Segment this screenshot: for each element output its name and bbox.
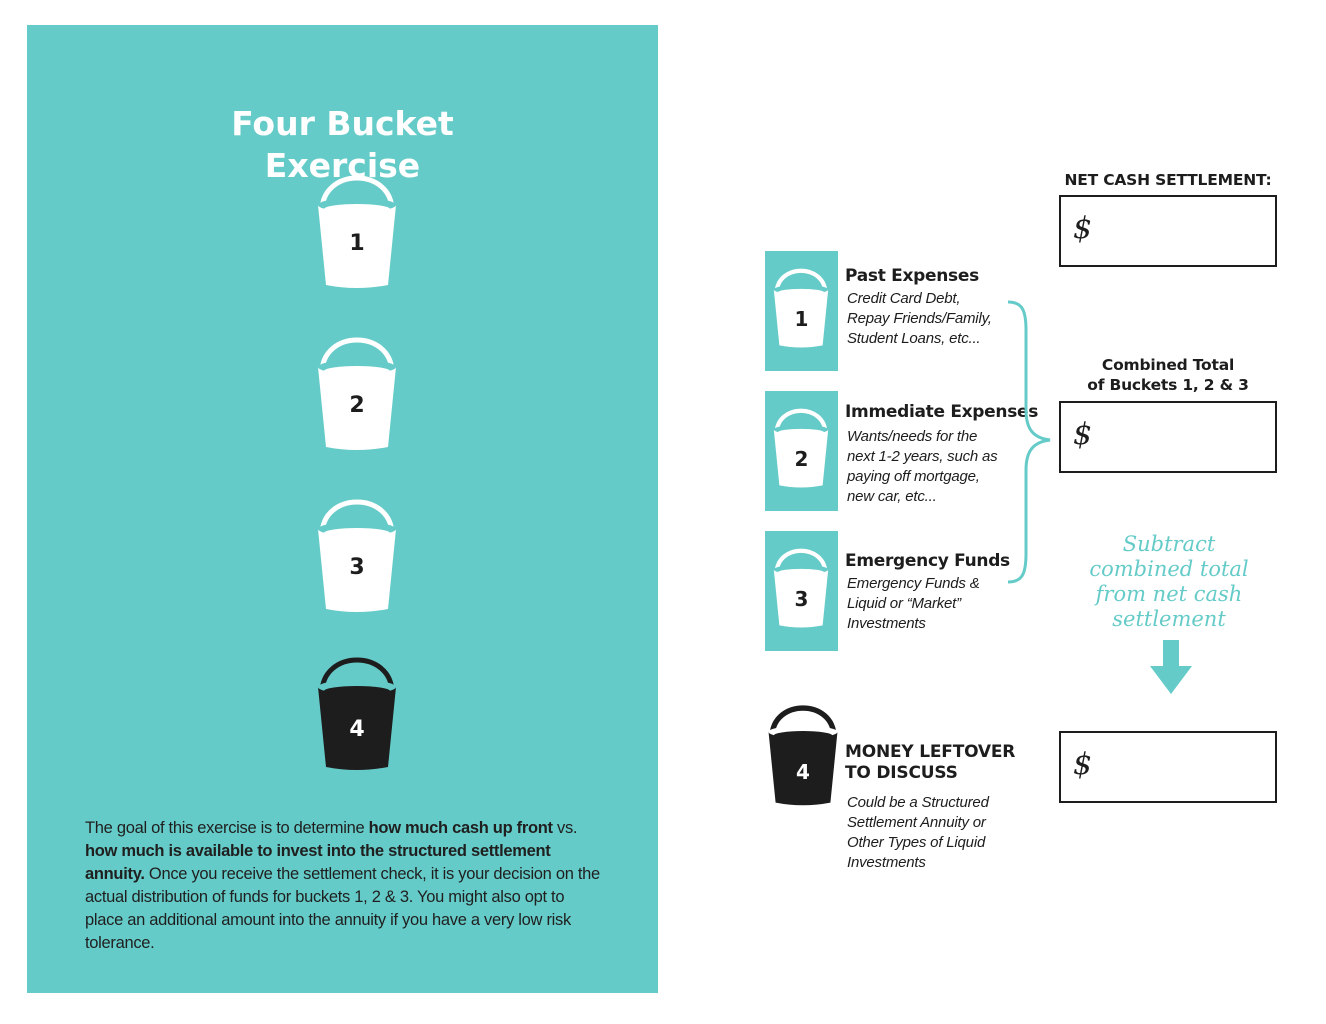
expense-3-desc-line: Liquid or “Market” — [847, 595, 961, 612]
bucket-3-icon — [314, 495, 400, 613]
grouping-brace — [1004, 300, 1054, 584]
leftover-title-line2: TO DISCUSS — [845, 763, 958, 783]
exercise-description — [85, 817, 605, 955]
bucket-4-icon — [314, 653, 400, 771]
bucket-2-icon — [314, 333, 400, 451]
leftover-field[interactable] — [1059, 731, 1277, 803]
subtract-line: combined total — [1089, 557, 1249, 581]
arrow-down-icon — [1150, 640, 1192, 694]
expense-1-desc-line: Credit Card Debt, — [847, 290, 961, 307]
desc-text-1: The goal of this exercise is to determine — [85, 819, 369, 837]
leftover-desc-line: Settlement Annuity or — [847, 814, 986, 831]
expense-tile-3 — [765, 531, 838, 651]
expense-2-desc-line: paying off mortgage, — [847, 468, 980, 485]
bucket-1-icon — [314, 171, 400, 289]
panel-title-line1: Four Bucket — [231, 104, 454, 143]
expense-2-desc-line: next 1-2 years, such as — [847, 448, 998, 465]
leftover-number: 4 — [796, 760, 810, 784]
dollar-sign: $ — [1073, 417, 1093, 452]
leftover-desc-line: Could be a Structured — [847, 794, 989, 811]
leftover-title-line1: MONEY LEFTOVER — [845, 742, 1016, 762]
tile-1-number: 1 — [794, 307, 809, 331]
bucket-3-number: 3 — [349, 555, 365, 580]
leftover-desc — [847, 793, 989, 873]
bucket-4-number: 4 — [349, 717, 365, 742]
expense-2-desc-line: new car, etc... — [847, 488, 937, 505]
combined-label-line2: of Buckets 1, 2 & 3 — [1087, 376, 1249, 394]
expense-tile-2 — [765, 391, 838, 511]
expense-1-desc — [847, 289, 992, 349]
expense-1-desc-line: Student Loans, etc... — [847, 330, 981, 347]
expense-3-desc-line: Investments — [847, 615, 926, 632]
dollar-sign: $ — [1073, 211, 1093, 246]
bucket-4-small-icon — [765, 700, 841, 808]
expense-2-title: Immediate Expenses — [845, 402, 1039, 422]
expense-1-title: Past Expenses — [845, 266, 979, 286]
expense-2-desc-line: Wants/needs for the — [847, 428, 978, 445]
expense-3-desc — [847, 574, 980, 634]
expense-3-desc-line: Emergency Funds & — [847, 575, 980, 592]
bucket-2-number: 2 — [349, 393, 365, 418]
expense-1-desc-line: Repay Friends/Family, — [847, 310, 992, 327]
expense-2-desc — [847, 427, 997, 507]
desc-bold-1: how much cash up front — [368, 819, 553, 837]
tile-3-number: 3 — [794, 587, 809, 611]
combined-total-field[interactable] — [1059, 401, 1277, 473]
leftover-desc-line: Other Types of Liquid — [847, 834, 986, 851]
desc-bold-2: how much is available to invest into the structured settlement annuity. — [85, 842, 551, 883]
combined-total-label — [1059, 355, 1277, 395]
net-cash-label: NET CASH SETTLEMENT: — [1064, 171, 1272, 189]
dollar-sign: $ — [1073, 747, 1093, 782]
subtract-line: from net cash — [1095, 582, 1243, 606]
combined-label-line1: Combined Total — [1101, 356, 1235, 374]
info-panel — [27, 25, 658, 993]
expense-tile-1 — [765, 251, 838, 371]
desc-text-3: Once you receive the settlement check, it is your decision on the actual distribution of funds for buckets 1, 2 & 3. You might also opt to place an additional amount into the annuity if you have a very low risk tolerance. — [85, 865, 600, 952]
desc-text-2: vs. — [552, 819, 578, 837]
expense-3-title: Emergency Funds — [845, 551, 1010, 571]
bucket-1-number: 1 — [349, 231, 365, 256]
leftover-desc-line: Investments — [847, 854, 926, 871]
tile-2-number: 2 — [794, 447, 809, 471]
leftover-title — [845, 742, 1015, 784]
subtract-line: settlement — [1112, 607, 1226, 631]
subtract-line: Subtract — [1122, 532, 1216, 556]
subtract-instruction — [1068, 532, 1270, 632]
net-cash-field[interactable] — [1059, 195, 1277, 267]
panel-title-line2: Exercise — [264, 146, 421, 185]
